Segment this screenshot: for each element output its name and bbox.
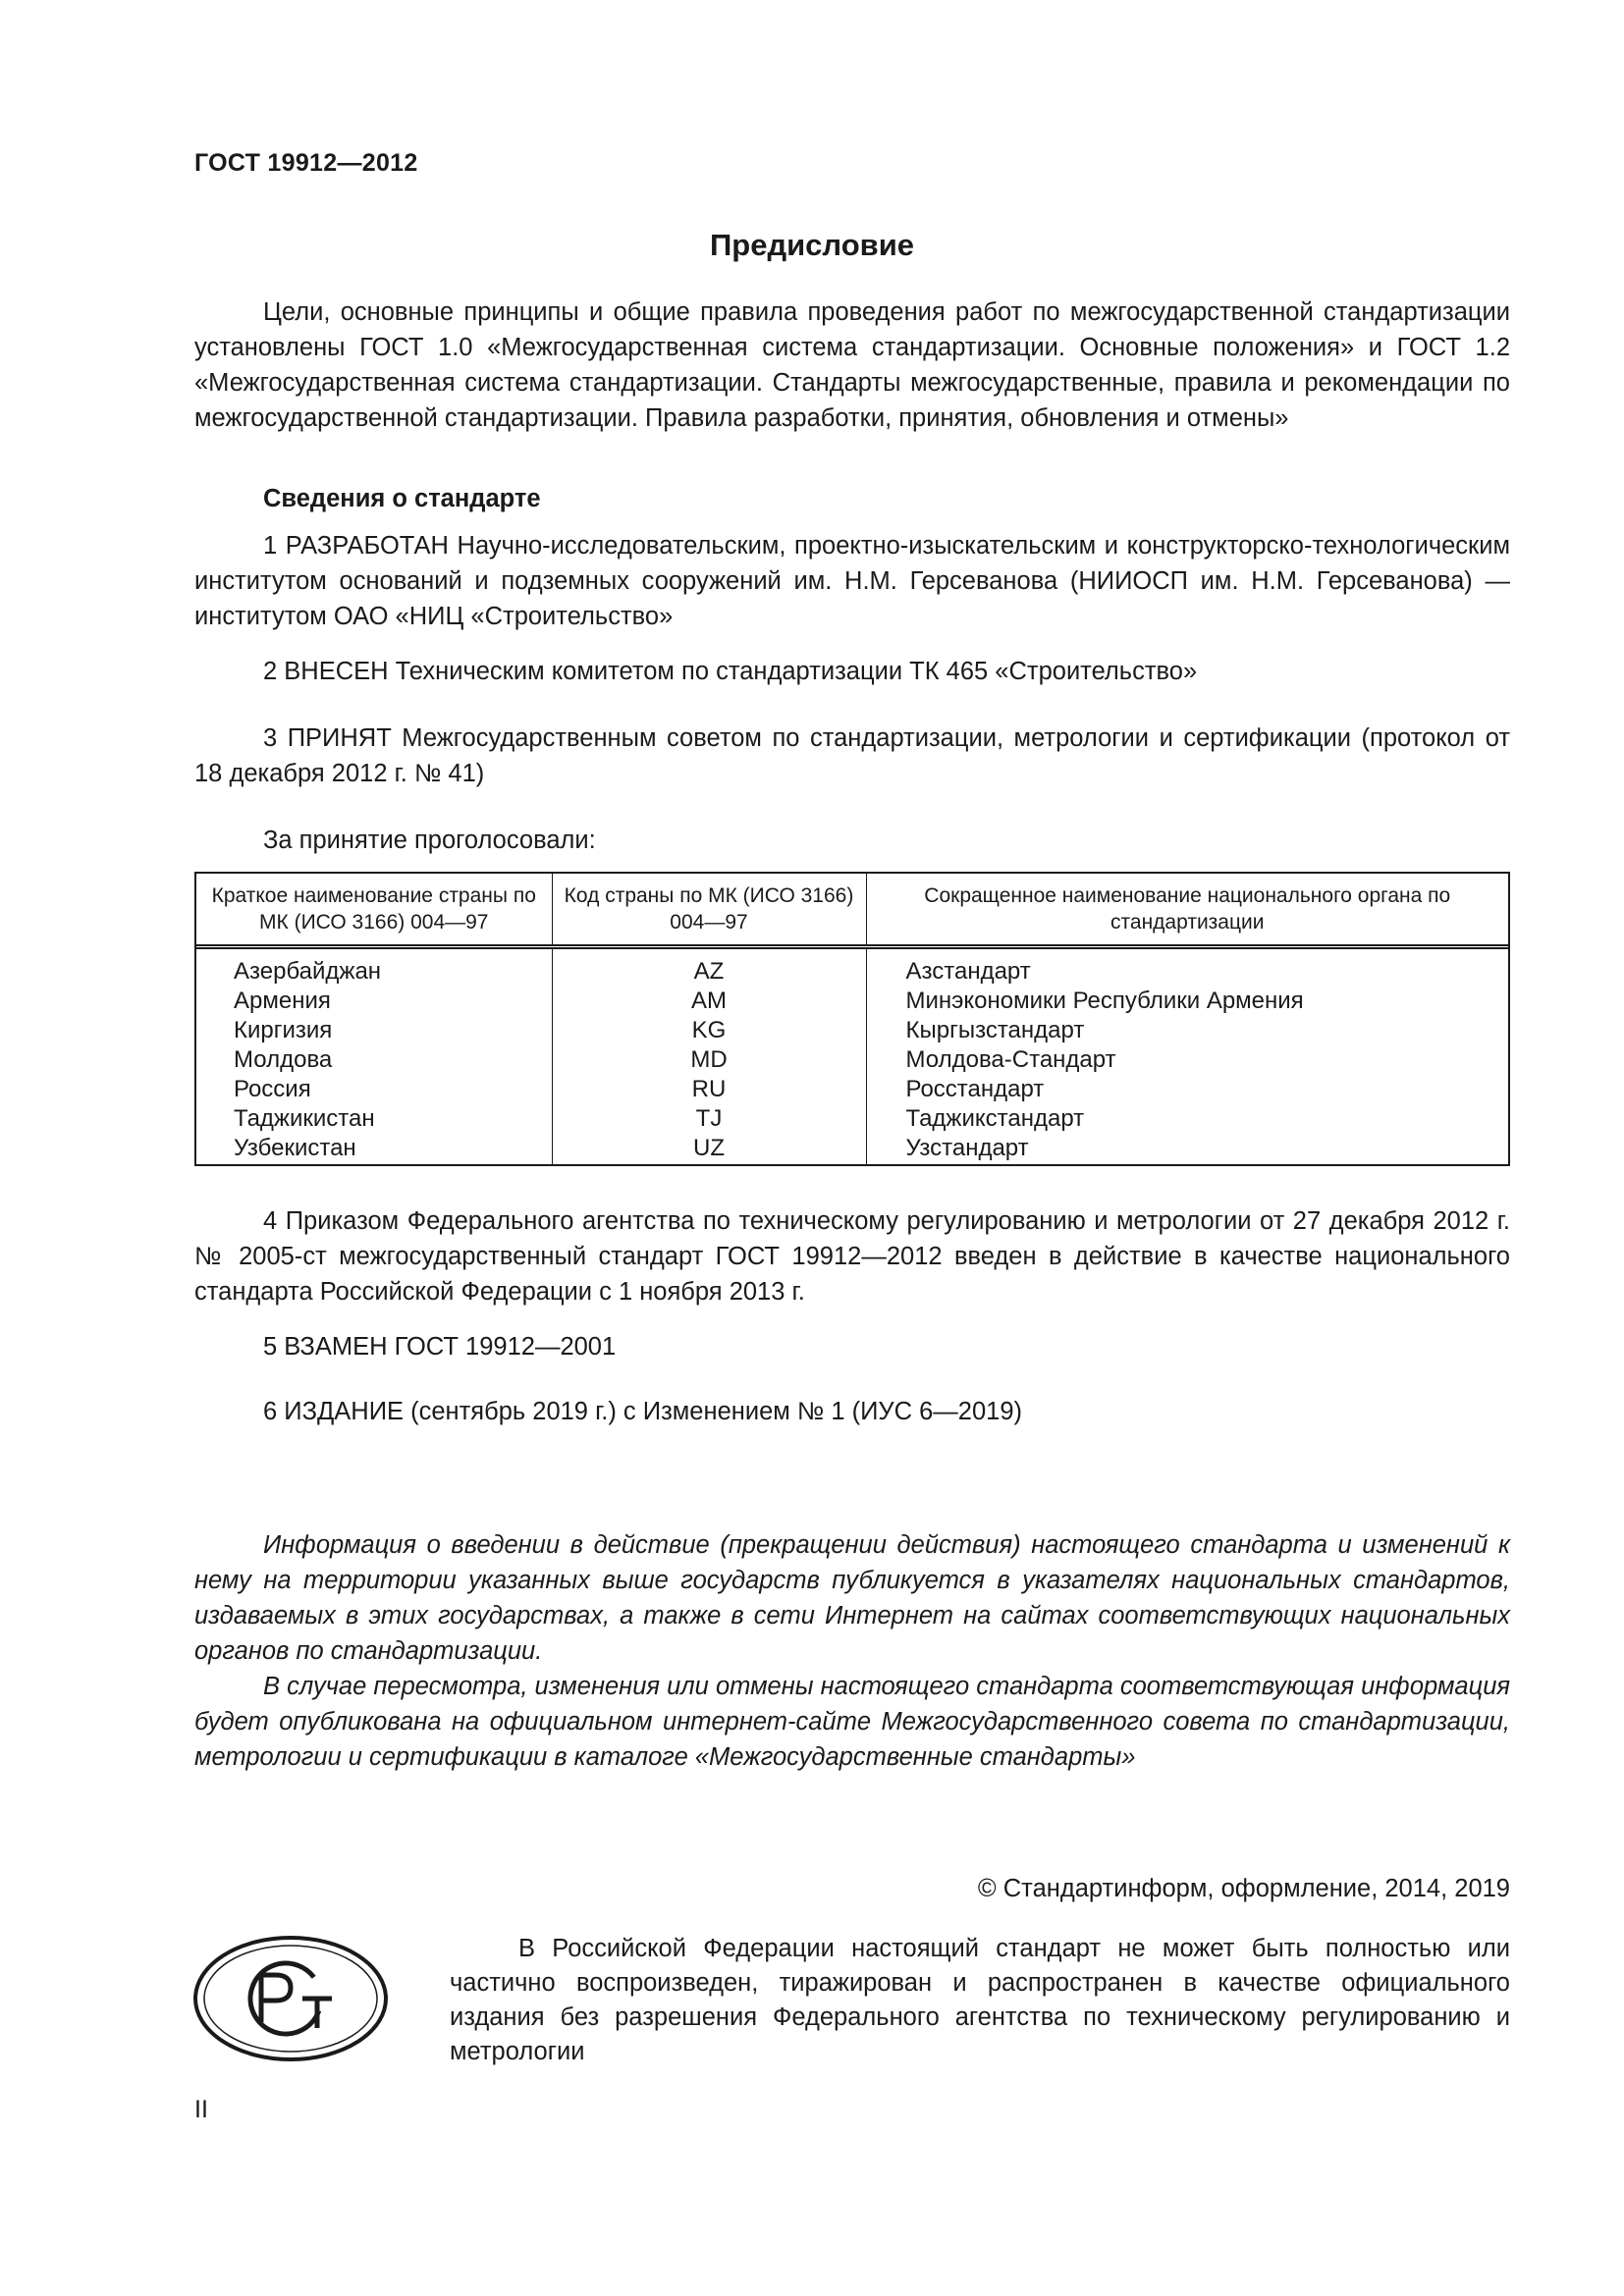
table-cell-country: Узбекистан — [234, 1135, 356, 1161]
column-header-body: Сокращенное наименование национального органа по стандартизации — [866, 874, 1508, 947]
table-cell-code: RU — [691, 1076, 727, 1102]
column-header-code: Код страны по МК (ИСО 3166) 004—97 — [552, 874, 866, 947]
table-cell-code: UZ — [693, 1135, 725, 1161]
code-column — [552, 947, 866, 1165]
table-cell-code: AZ — [693, 958, 725, 985]
notice-paragraph-2: В случае пересмотра, изменения или отмены настоящего стандарта соответствующая информация будет опубликована на официальном интернет-сайте Межгосударственного совета по стандартизации, метрологии и сертификации в каталоге «Межгосударственные стандарты» — [194, 1673, 1510, 1771]
page-number: II — [194, 2096, 208, 2123]
table-cell-country: Молдова — [234, 1046, 333, 1073]
info-heading: Сведения о стандарте — [263, 485, 541, 512]
table-cell-body: Таджикстандарт — [905, 1105, 1085, 1132]
table-cell-code: TJ — [695, 1105, 723, 1132]
copyright-line: © Стандартинформ, оформление, 2014, 2019 — [977, 1875, 1510, 1902]
rst-certification-mark-icon — [192, 1934, 389, 2063]
document-code: ГОСТ 19912—2012 — [194, 149, 418, 177]
page-title: Предисловие — [709, 228, 914, 262]
voted-label: За принятие проголосовали: — [263, 827, 596, 854]
table-cell-code: MD — [690, 1046, 728, 1073]
table-cell-body: Минэкономики Республики Армения — [905, 988, 1304, 1014]
item-order: 4 Приказом Федерального агентства по техническому регулированию и метрологии от 27 декабря 2012 г. № 2005-ст межгосударственный стандарт ГОСТ 19912—2012 введен в действие в качестве национального стандарта Российской Федерации с 1 ноября 2013 г. — [194, 1207, 1510, 1306]
item-developed: 1 РАЗРАБОТАН Научно-исследовательским, проектно-изыскательским и конструкторско-технологическим институтом оснований и подземных сооружений им. Н.М. Герсеванова (НИИОСП им. Н.М. Герсеванова) — институтом ОАО «НИЦ «Строительство» — [194, 532, 1510, 630]
table-cell-body: Росстандарт — [905, 1076, 1045, 1102]
rights-notice: В Российской Федерации настоящий стандарт не может быть полностью или частично воспроизведен, тиражирован и распространен в качестве официального издания без разрешения Федерального агентства по техническому регулированию и метрологии — [450, 1935, 1510, 2065]
table-cell-country: Азербайджан — [234, 958, 382, 985]
country-column — [196, 947, 552, 1165]
body-column — [866, 947, 1508, 1165]
item-edition: 6 ИЗДАНИЕ (сентябрь 2019 г.) с Изменением № 1 (ИУС 6—2019) — [263, 1398, 1023, 1425]
notice-paragraph-1: Информация о введении в действие (прекращении действия) настоящего стандарта и изменений к нему на территории указанных выше государств публикуется в указателях национальных стандартов, издаваемых в этих государствах, а также в сети Интернет на сайтах соответствующих национальных органов по стандартизации. — [194, 1531, 1510, 1665]
intro-paragraph: Цели, основные принципы и общие правила проведения работ по межгосударственной стандартизации установлены ГОСТ 1.0 «Межгосударственная система стандартизации. Основные положения» и ГОСТ 1.2 «Межгосударственная система стандартизации. Стандарты межгосударственные, правила и рекомендации по межгосударственной стандартизации. Правила разработки, принятия, обновления и отмены» — [194, 298, 1510, 432]
table-cell-country: Россия — [234, 1076, 311, 1102]
column-header-country: Краткое наименование страны по МК (ИСО 3166) 004—97 — [196, 874, 552, 947]
vote-table — [194, 872, 1510, 1166]
table-cell-code: KG — [691, 1017, 727, 1043]
item-adopted: 3 ПРИНЯТ Межгосударственным советом по стандартизации, метрологии и сертификации (протокол от 18 декабря 2012 г. № 41) — [194, 724, 1510, 787]
table-cell-body: Кыргызстандарт — [905, 1017, 1085, 1043]
table-body-row — [196, 947, 1508, 1165]
table-cell-body: Узстандарт — [905, 1135, 1029, 1161]
item-submitted: 2 ВНЕСЕН Техническим комитетом по стандартизации ТК 465 «Строительство» — [263, 658, 1198, 685]
table-cell-code: AM — [691, 988, 727, 1014]
table-cell-country: Армения — [234, 988, 331, 1014]
table-cell-country: Киргизия — [234, 1017, 333, 1043]
table-cell-body: Азстандарт — [905, 958, 1031, 985]
table-header-row — [196, 874, 1508, 947]
item-replaces: 5 ВЗАМЕН ГОСТ 19912—2001 — [263, 1333, 617, 1361]
table-cell-body: Молдова-Стандарт — [905, 1046, 1116, 1073]
table-cell-country: Таджикистан — [234, 1105, 375, 1132]
